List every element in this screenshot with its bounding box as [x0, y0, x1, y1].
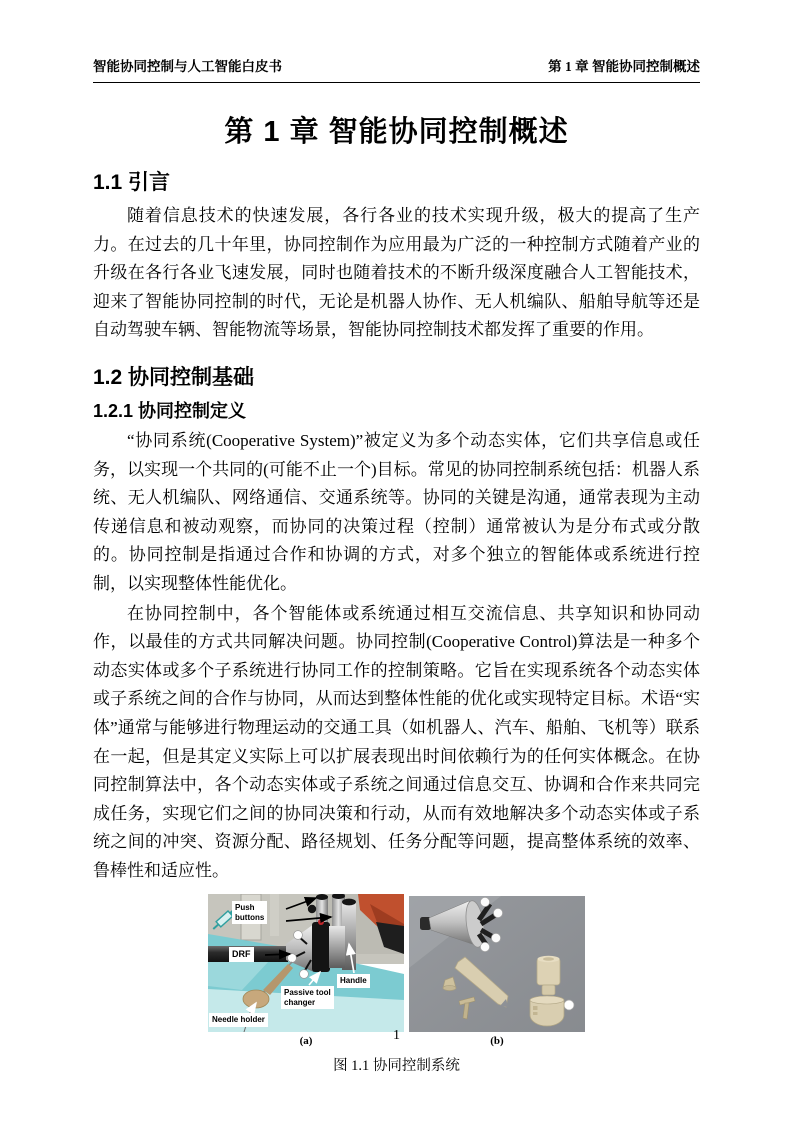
page-number: 1 — [393, 1028, 400, 1043]
panel-a-sublabel: (a) — [299, 1035, 313, 1048]
paragraph-definition-2: 在协同控制中，各个智能体或系统通过相互交流信息、共享知识和协同动作，以最佳的方式共同解决问题。协同控制(Cooperative Control)算法是一种多个动态实体或多个子系统进行协同工作的控制策略。它旨在实现系统各个动态实体或子系统之间的合作与协同，从而达到整体性能的优化或实现特定目标。术语“实体”通常与能够进行物理运动的交通工具（如机器人、汽车、船舶、飞机等）联系在一起，但是其定义实际上可以扩展表现出时间依赖行为的任何实体概念。在协同控制算法中，各个动态实体或子系统之间通过信息交互、协调和合作来共同完成任务，实现它们之间的协同决策和行动，从而有效地解决多个动态实体或子系统之间的冲突、资源分配、路径规划、任务分配等问题，提高整体系统的效率、鲁棒性和适应性。 — [93, 603, 700, 880]
red-button — [318, 919, 324, 925]
paragraph-intro: 随着信息技术的快速发展，各行各业的技术实现升级，极大的提高了生产力。在过去的几十年里，协同控制作为应用最为广泛的一种控制方式随着产业的升级在各行各业飞速发展，同时也随着技术的不断升级深度融合人工智能技术，迎来了智能协同控制的时代，无论是机器人协作、无人机编队、船舶导航等还是自动驾驶车辆、智能物流等场景，智能协同控制技术都发挥了重要的作用。 — [93, 206, 700, 340]
section-heading-1-2: 1.2 协同控制基础 — [93, 365, 255, 389]
figure-panel-a — [208, 894, 404, 1047]
push-button-side — [308, 905, 316, 913]
panel-b-sublabel: (b) — [490, 1035, 504, 1048]
figure-caption: 图 1.1 协同控制系统 — [333, 1058, 460, 1075]
panel-b-photo — [409, 896, 585, 1032]
panel-a-photo — [208, 894, 404, 1032]
push-button-top — [316, 894, 328, 900]
paragraph-definition-1: “协同系统(Cooperative System)”被定义为多个动态实体，它们共享信息或任务，以实现一个共同的(可能不止一个)目标。常见的协同控制系统包括：机器人系统、无人机编队、网络通信、交通系统等。协同的关键是沟通，通常表现为主动传递信息和被动观察，而协同的决策过程（控制）通常被认为是分布式或分散的。协同控制是指通过合作和协调的方式，对多个独立的智能体或系统进行控制，以实现整体性能优化。 — [93, 430, 700, 593]
header-left-title: 智能协同控制与人工智能白皮书 — [93, 59, 282, 74]
figure-1-1 — [93, 894, 700, 1047]
figure-panel-b — [409, 894, 585, 1047]
section-heading-1-2-1: 1.2.1 协同控制定义 — [93, 400, 247, 421]
header-right-chapter: 第 1 章 智能协同控制概述 — [548, 59, 700, 74]
needle-holder-part — [243, 990, 269, 1008]
panel-b-illustration — [409, 896, 585, 1032]
cup-marker-ball — [564, 1000, 574, 1010]
label-handle: Handle — [337, 974, 370, 987]
running-header — [93, 0, 700, 83]
label-push-buttons: Push buttons — [232, 901, 267, 923]
chapter-title: 第 1 章 智能协同控制概述 — [224, 116, 569, 148]
section-heading-1-1: 1.1 引言 — [93, 171, 171, 194]
label-drf: DRF — [229, 947, 254, 961]
label-passive-tool-changer: Passive tool changer — [281, 986, 334, 1008]
passive-tool-changer-ring — [312, 922, 330, 972]
label-needle-holder: Needle holder — [209, 1013, 268, 1026]
